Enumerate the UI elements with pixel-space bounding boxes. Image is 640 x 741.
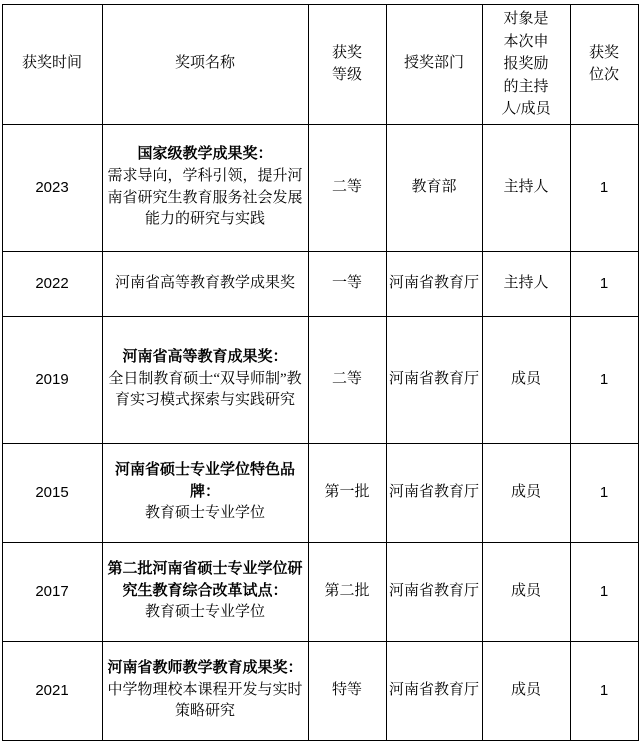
table-row (2, 316, 638, 443)
award-subtitle: 教育硕士专业学位 (144, 505, 265, 522)
cell-role: 主持人 (482, 251, 570, 316)
header-awarding-dept: 授奖部门 (386, 5, 482, 125)
cell-role: 成员 (482, 542, 570, 641)
cell-award-level: 一等 (308, 251, 386, 316)
cell-year: 2015 (2, 443, 102, 542)
header-award-level-line2: 等级 (331, 67, 362, 84)
cell-awarding-dept: 河南省教育厅 (386, 251, 482, 316)
award-title: 河南省硕士专业学位特色品牌： (114, 461, 295, 500)
award-title: 河南省高等教育成果奖： (122, 348, 288, 365)
cell-award-level: 二等 (308, 316, 386, 443)
cell-year: 2019 (2, 316, 102, 443)
header-rank (570, 5, 638, 125)
header-role-line4: 的主持 (503, 78, 549, 95)
award-subtitle: 中学物理校本课程开发与实时策略研究 (107, 681, 303, 720)
header-role-line2: 本次申 (503, 33, 549, 50)
cell-awarding-dept: 河南省教育厅 (386, 542, 482, 641)
cell-awarding-dept: 教育部 (386, 124, 482, 251)
award-title: 河南省教师教学教育成果奖： (107, 659, 303, 676)
cell-award-level: 特等 (308, 641, 386, 740)
cell-award-level: 第一批 (308, 443, 386, 542)
table-row (2, 542, 638, 641)
award-title: 国家级教学成果奖： (137, 146, 273, 162)
table-row (2, 251, 638, 316)
cell-awarding-dept: 河南省教育厅 (386, 443, 482, 542)
cell-rank: 1 (570, 316, 638, 443)
cell-role: 成员 (482, 443, 570, 542)
cell-year: 2022 (2, 251, 102, 316)
cell-role: 成员 (482, 316, 570, 443)
table-body (2, 124, 638, 740)
cell-rank: 1 (570, 542, 638, 641)
cell-year: 2021 (2, 641, 102, 740)
cell-awarding-dept: 河南省教育厅 (386, 641, 482, 740)
cell-year: 2017 (2, 542, 102, 641)
cell-role: 成员 (482, 641, 570, 740)
table-row (2, 641, 638, 740)
table-header (2, 5, 638, 125)
award-subtitle: 需求导向，学科引领，提升河南省研究生教育服务社会发展能力的研究与实践 (107, 167, 303, 228)
awards-table (2, 4, 639, 741)
table-row (2, 443, 638, 542)
header-award-name: 奖项名称 (102, 5, 308, 125)
cell-award-name (102, 316, 308, 443)
cell-rank: 1 (570, 124, 638, 251)
cell-award-name (102, 443, 308, 542)
header-row (2, 5, 638, 125)
header-role-line5: 人/成员 (501, 101, 551, 117)
header-award-level-line1: 获奖 (331, 44, 362, 61)
cell-award-name (102, 251, 308, 316)
header-rank-line1: 获奖 (588, 44, 619, 61)
cell-rank: 1 (570, 641, 638, 740)
header-role-line1: 对象是 (503, 11, 549, 27)
header-year: 获奖时间 (2, 5, 102, 125)
cell-award-name (102, 124, 308, 251)
header-award-level (308, 5, 386, 125)
cell-role: 主持人 (482, 124, 570, 251)
cell-award-name (102, 542, 308, 641)
award-title: 第二批河南省硕士专业学位研究生教育综合改革试点： (107, 560, 303, 599)
award-subtitle: 教育硕士专业学位 (144, 604, 265, 621)
cell-award-level: 二等 (308, 124, 386, 251)
cell-award-name (102, 641, 308, 740)
cell-year: 2023 (2, 124, 102, 251)
award-subtitle: 河南省高等教育教学成果奖 (114, 274, 295, 291)
cell-rank: 1 (570, 251, 638, 316)
cell-awarding-dept: 河南省教育厅 (386, 316, 482, 443)
award-subtitle: 全日制教育硕士“双导师制”教育实习模式探索与实践研究 (108, 370, 302, 409)
header-role (482, 5, 570, 125)
header-rank-line2: 位次 (588, 67, 619, 84)
cell-rank: 1 (570, 443, 638, 542)
header-role-line3: 报奖励 (503, 56, 549, 72)
table-row (2, 124, 638, 251)
cell-award-level: 第二批 (308, 542, 386, 641)
